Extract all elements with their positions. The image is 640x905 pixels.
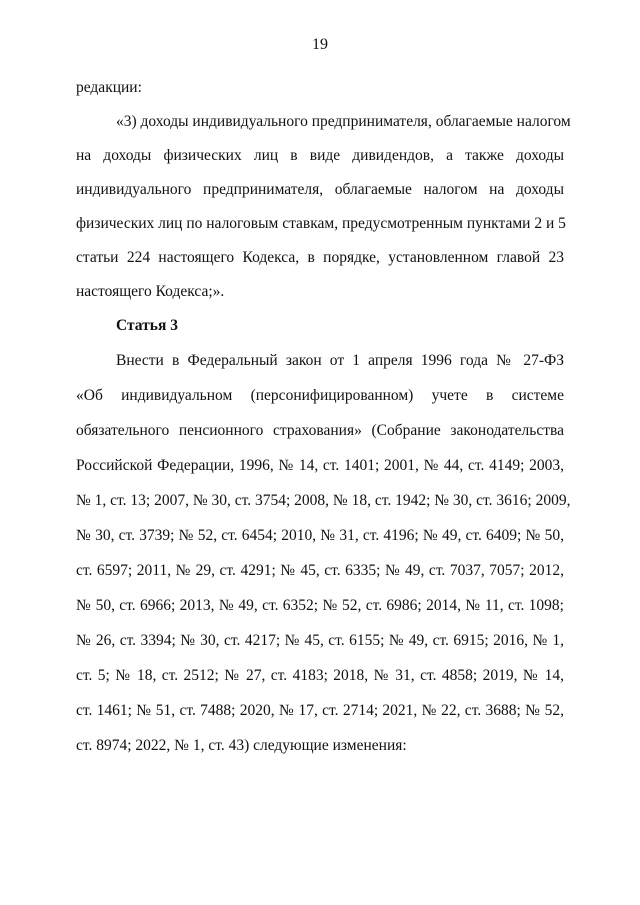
text-line: Российской Федерации, 1996, № 14, ст. 1401; 2001, № 44, ст. 4149; 2003, (76, 457, 564, 474)
text-line: № 1, ст. 13; 2007, № 30, ст. 3754; 2008, № 18, ст. 1942; № 30, ст. 3616; 2009, (76, 492, 571, 509)
text-line: ст. 6597; 2011, № 29, ст. 4291; № 45, ст. 6335; № 49, ст. 7037, 7057; 2012, (76, 562, 564, 579)
text-line: физических лиц по налоговым ставкам, предусмотренным пунктами 2 и 5 (76, 215, 566, 232)
text-line: «Об индивидуальном (персонифицированном) учете в системе (76, 387, 564, 404)
text-line: № 30, ст. 3739; № 52, ст. 6454; 2010, № 31, ст. 4196; № 49, ст. 6409; № 50, (76, 527, 564, 544)
article-heading: Статья 3 (116, 317, 178, 334)
text-line: индивидуального предпринимателя, облагаемые налогом на доходы (76, 181, 564, 198)
text-line: статьи 224 настоящего Кодекса, в порядке, установленном главой 23 (76, 249, 564, 266)
text-line: ст. 1461; № 51, ст. 7488; 2020, № 17, ст. 2714; 2021, № 22, ст. 3688; № 52, (76, 702, 564, 719)
text-line: на доходы физических лиц в виде дивидендов, а также доходы (76, 147, 564, 164)
text-line: Внести в Федеральный закон от 1 апреля 1996 года № 27-ФЗ (116, 352, 564, 369)
text-line: настоящего Кодекса;». (76, 283, 225, 300)
text-line: «3) доходы индивидуального предпринимателя, облагаемые налогом (116, 113, 571, 130)
text-line: обязательного пенсионного страхования» (Собрание законодательства (76, 422, 564, 439)
text-line: № 50, ст. 6966; 2013, № 49, ст. 6352; № 52, ст. 6986; 2014, № 11, ст. 1098; (76, 597, 564, 614)
text-line: ст. 8974; 2022, № 1, ст. 43) следующие изменения: (76, 737, 407, 754)
text-line: редакции: (76, 79, 142, 96)
text-line: № 26, ст. 3394; № 30, ст. 4217; № 45, ст. 6155; № 49, ст. 6915; 2016, № 1, (76, 632, 564, 649)
text-line: ст. 5; № 18, ст. 2512; № 27, ст. 4183; 2018, № 31, ст. 4858; 2019, № 14, (76, 667, 564, 684)
page-number: 19 (312, 36, 328, 53)
